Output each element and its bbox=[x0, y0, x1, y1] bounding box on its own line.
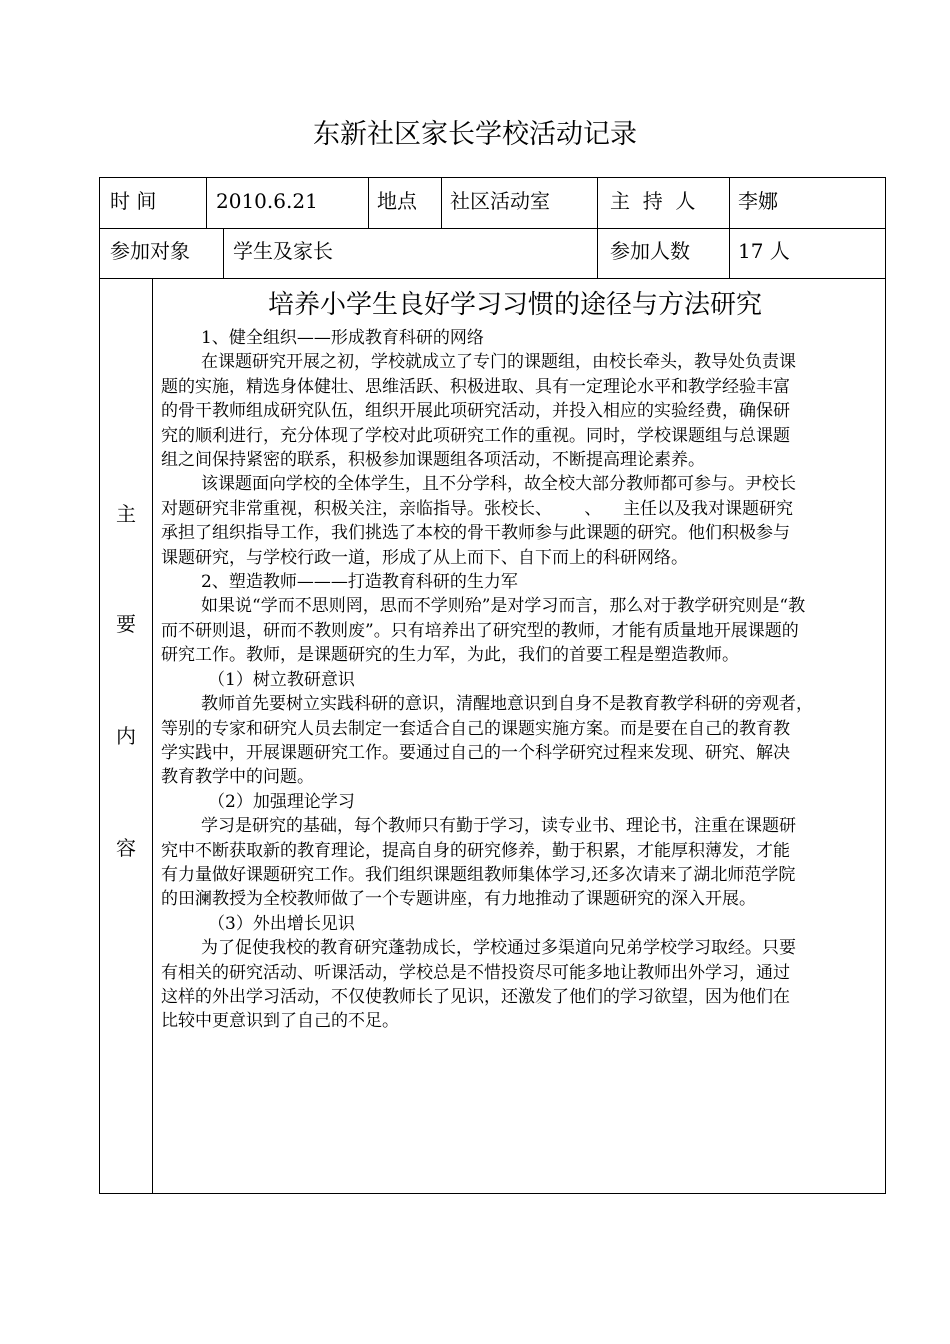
content-line: 这样的外出学习活动，不仅使教师长了见识，还激发了他们的学习欲望，因为他们在 bbox=[161, 986, 790, 1007]
content-line: 的骨干教师组成研究队伍，组织开展此项研究活动，并投入相应的实验经费，确保研 bbox=[161, 401, 790, 422]
content-line: 为了促使我校的教育研究蓬勃成长，学校通过多渠道向兄弟学校学习取经。只要 bbox=[201, 938, 796, 959]
content-line: 研究工作。教师，是课题研究的生力军，为此，我们的首要工程是塑造教师。 bbox=[161, 645, 739, 666]
content-line: （3）外出增长见识 bbox=[208, 913, 355, 934]
host-label: 主 持 人 bbox=[610, 189, 696, 213]
content-line: 2、塑造教师———打造教育科研的生力军 bbox=[201, 572, 518, 593]
count-value: 17 人 bbox=[738, 239, 790, 263]
record-table bbox=[99, 177, 886, 1194]
row-divider bbox=[100, 228, 885, 229]
main-content bbox=[161, 288, 879, 1034]
place-label: 地点 bbox=[377, 189, 417, 213]
content-line: 题的实施，精选身体健壮、思维活跃、积极进取、具有一定理论水平和教学经验丰富 bbox=[161, 376, 790, 397]
content-line: 有相关的研究活动、听课活动，学校总是不惜投资尽可能多地让教师出外学习，通过 bbox=[161, 962, 790, 983]
content-line: 1、健全组织——形成教育科研的网络 bbox=[201, 328, 484, 348]
side-label-char: 容 bbox=[116, 836, 136, 860]
column-divider bbox=[206, 178, 207, 228]
content-line: 究中不断获取新的教育理论，提高自身的研究修养，勤于积累，才能厚积薄发，才能 bbox=[161, 840, 790, 861]
content-line: 比较中更意识到了自己的不足。 bbox=[161, 1011, 399, 1032]
content-line: 该课题面向学校的全体学生，且不分学科，故全校大部分教师都可参与。尹校长 bbox=[201, 474, 796, 495]
column-divider bbox=[368, 178, 369, 228]
row-divider bbox=[100, 278, 885, 279]
content-line: 而不研则退，研而不教则废”。只有培养出了研究型的教师，才能有质量地开展课题的 bbox=[161, 620, 799, 641]
content-line: 等别的专家和研究人员去制定一套适合自己的课题实施方案。而是要在自己的教育教 bbox=[161, 718, 790, 739]
content-line: 有力量做好课题研究工作。我们组织课题组教师集体学习,还多次请来了湖北师范学院 bbox=[161, 864, 796, 885]
content-line: 教师首先要树立实践科研的意识，清醒地意识到自身不是教育教学科研的旁观者， bbox=[201, 694, 813, 715]
content-line: 教育教学中的问题。 bbox=[161, 767, 314, 788]
content-line: 学实践中，开展课题研究工作。要通过自己的一个科学研究过程来发现、研究、解决 bbox=[161, 742, 790, 763]
side-label-char: 要 bbox=[116, 612, 136, 636]
content-line: 课题研究，与学校行政一道，形成了从上而下、自下而上的科研网络。 bbox=[161, 547, 688, 568]
count-label: 参加人数 bbox=[610, 239, 690, 263]
content-line: （1）树立教研意识 bbox=[208, 669, 355, 690]
side-label-char: 主 bbox=[116, 502, 136, 526]
time-label: 时 间 bbox=[110, 189, 157, 213]
content-line: 的田澜教授为全校教师做了一个专题讲座，有力地推动了课题研究的深入开展。 bbox=[161, 889, 756, 910]
host-value: 李娜 bbox=[738, 189, 778, 213]
time-value: 2010.6.21 bbox=[216, 189, 318, 213]
participants-value: 学生及家长 bbox=[233, 239, 333, 263]
content-line: 承担了组织指导工作，我们挑选了本校的骨干教师参与此课题的研究。他们积极参与 bbox=[161, 523, 790, 544]
content-body bbox=[161, 326, 879, 1034]
content-line: 对题研究非常重视，积极关注，亲临指导。张校长、 、 主任以及我对课题研究 bbox=[161, 498, 794, 519]
column-divider bbox=[223, 228, 224, 278]
content-line: （2）加强理论学习 bbox=[208, 791, 355, 812]
column-divider bbox=[729, 178, 730, 278]
page-title: 东新社区家长学校活动记录 bbox=[313, 119, 637, 150]
column-divider bbox=[597, 178, 598, 278]
participants-label: 参加对象 bbox=[110, 239, 190, 263]
content-line: 究的顺利进行，充分体现了学校对此项研究工作的重视。同时，学校课题组与总课题 bbox=[161, 425, 790, 446]
place-value: 社区活动室 bbox=[450, 189, 550, 213]
side-label-char: 内 bbox=[116, 724, 136, 748]
column-divider bbox=[441, 178, 442, 228]
column-divider bbox=[152, 278, 153, 1193]
content-title: 培养小学生良好学习习惯的途径与方法研究 bbox=[267, 290, 762, 320]
content-line: 学习是研究的基础，每个教师只有勤于学习，读专业书、理论书，注重在课题研 bbox=[201, 816, 796, 837]
content-line: 组之间保持紧密的联系，积极参加课题组各项活动，不断提高理论素养。 bbox=[161, 450, 705, 471]
content-line: 在课题研究开展之初，学校就成立了专门的课题组，由校长牵头，教导处负责课 bbox=[201, 352, 796, 373]
content-line: 如果说“学而不思则罔，思而不学则殆”是对学习而言，那么对于教学研究则是“教 bbox=[201, 596, 806, 617]
